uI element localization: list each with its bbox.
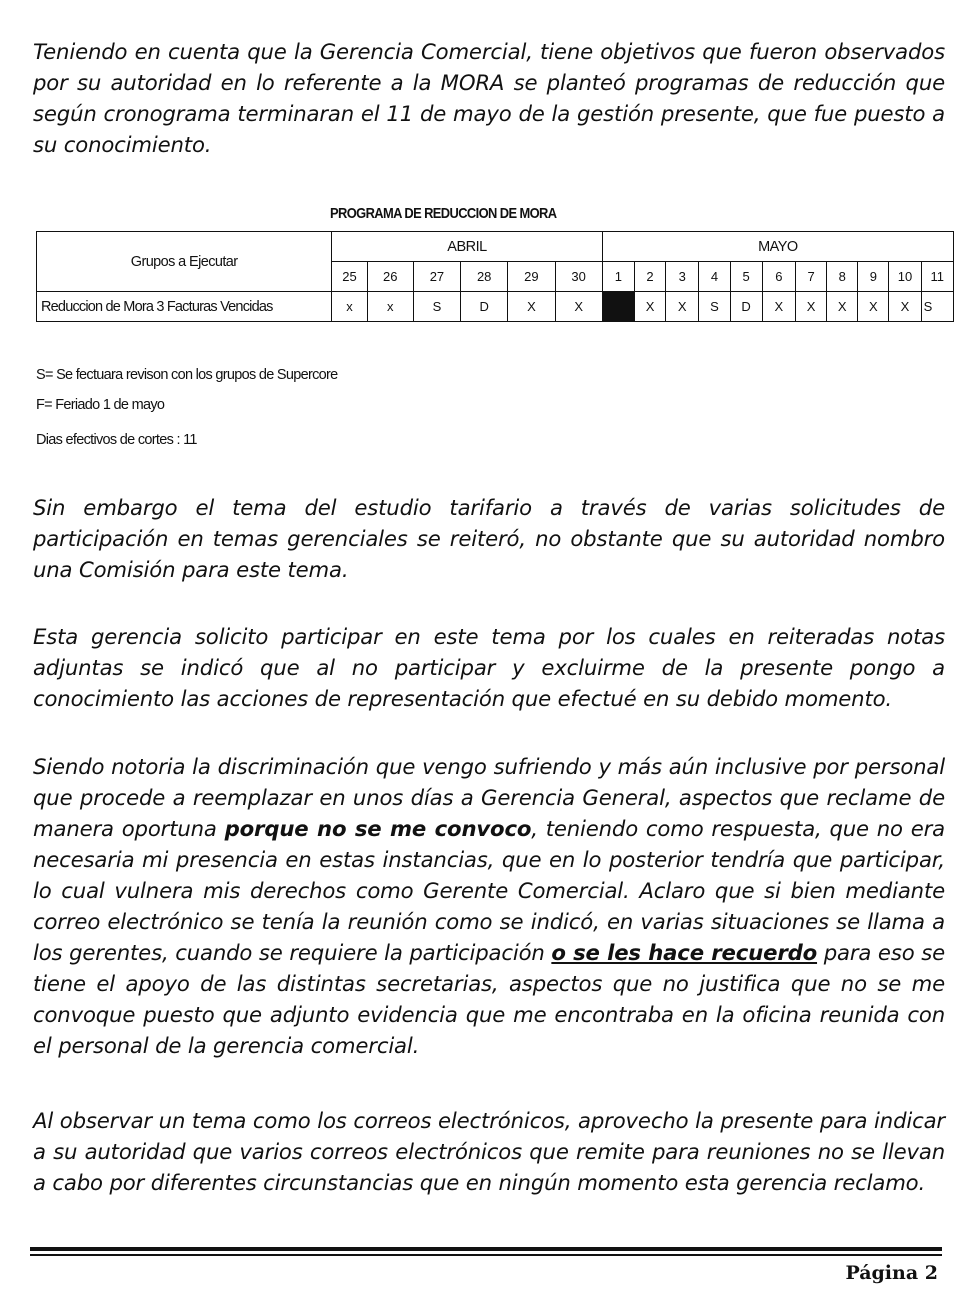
value-cell: S bbox=[699, 292, 730, 322]
day-cell: 1 bbox=[602, 262, 634, 292]
paragraph-intro: Teniendo en cuenta que la Gerencia Comercial, tiene objetivos que fueron observados por su autoridad en lo referente a la MORA se planteó programas de reducción que según cronograma terminaran el 11 de mayo de la gestión presente, que fue puesto a su conocimiento. bbox=[33, 39, 945, 157]
day-cell: 10 bbox=[889, 262, 921, 292]
p4-bold-text: porque no se me convoco bbox=[224, 816, 532, 841]
value-cell: D bbox=[730, 292, 762, 322]
day-cell: 26 bbox=[367, 262, 413, 292]
value-cell: X bbox=[827, 292, 858, 322]
schedule-table bbox=[36, 231, 954, 322]
value-cell: X bbox=[889, 292, 921, 322]
day-cell: 4 bbox=[699, 262, 730, 292]
value-cell: S bbox=[921, 292, 953, 322]
row-label: Reduccion de Mora 3 Facturas Vencidas bbox=[37, 292, 332, 322]
value-cell: X bbox=[555, 292, 602, 322]
p4-underlined-text: o se les hace recuerdo bbox=[551, 940, 818, 965]
day-cell: 29 bbox=[508, 262, 555, 292]
day-cell: 3 bbox=[666, 262, 699, 292]
schedule-title: PROGRAMA DE REDUCCION DE MORA bbox=[330, 205, 557, 222]
day-cell: 8 bbox=[827, 262, 858, 292]
value-cell: x bbox=[332, 292, 367, 322]
page-number: Página 2 bbox=[845, 1262, 938, 1284]
paragraph-discrimination bbox=[33, 751, 945, 1061]
day-cell: 11 bbox=[921, 262, 953, 292]
month-april: ABRIL bbox=[332, 232, 603, 262]
legend-effective-days: Dias efectivos de cortes : 11 bbox=[36, 432, 197, 448]
value-cell: X bbox=[508, 292, 555, 322]
legend-holiday: F= Feriado 1 de mayo bbox=[36, 397, 165, 413]
paragraph-tariff-study: Sin embargo el tema del estudio tarifario a través de varias solicitudes de participación en temas gerenciales se reiteró, no obstante que su autoridad nombro una Comisión para este tema. bbox=[33, 495, 945, 582]
p4-text-b: , teniendo como respuesta, que no era necesaria mi presencia en estas instancias, que en lo posterior tendría que participar, lo cual vulnera mis derechos como Gerente Comercial. Aclaro que si bien mediante correo electrónico se tenía la reunión como se indicó, en varias situaciones se llama a los gerentes, cuando se requiere la participación bbox=[33, 816, 945, 965]
value-cell: D bbox=[461, 292, 508, 322]
day-cell: 6 bbox=[762, 262, 795, 292]
month-may: MAYO bbox=[602, 232, 953, 262]
day-cell: 2 bbox=[634, 262, 665, 292]
value-cell: X bbox=[796, 292, 827, 322]
p4-text-c: para eso se tiene el apoyo de las distintas secretarias, aspectos que no justifica que no se me convoque puesto que adjunto evidencia que me encontraba en la oficina reunida con el personal de la gerencia comercial. bbox=[33, 940, 945, 1058]
day-cell: 5 bbox=[730, 262, 762, 292]
p4-text-a: Siendo notoria la discriminación que vengo sufriendo y más aún inclusive por personal que procede a reemplazar en unos días a Gerencia General, aspectos que reclame de manera oportuna bbox=[33, 754, 945, 841]
value-cell: X bbox=[634, 292, 665, 322]
legend-supercore: S= Se fectuara revison con los grupos de Supercore bbox=[36, 367, 338, 383]
holiday-cell bbox=[602, 292, 634, 322]
value-cell: x bbox=[367, 292, 413, 322]
group-header: Grupos a Ejecutar bbox=[37, 232, 332, 292]
day-cell: 9 bbox=[858, 262, 889, 292]
paragraph-participation: Esta gerencia solicito participar en este tema por los cuales en reiteradas notas adjuntas se indicó que al no participar y excluirme de la presente pongo a conocimiento las acciones de representación que efectué en su debido momento. bbox=[33, 624, 945, 711]
day-cell: 28 bbox=[461, 262, 508, 292]
value-cell: S bbox=[413, 292, 460, 322]
value-cell: X bbox=[762, 292, 795, 322]
day-cell: 30 bbox=[555, 262, 602, 292]
day-cell: 27 bbox=[413, 262, 460, 292]
day-cell: 25 bbox=[332, 262, 367, 292]
paragraph-emails: Al observar un tema como los correos electrónicos, aprovecho la presente para indicar a su autoridad que varios correos electrónicos que remite para reuniones no se llevan a cabo por diferentes circunstancias que en ningún momento esta gerencia reclamo. bbox=[33, 1108, 945, 1195]
footer-rule-thick bbox=[30, 1247, 942, 1251]
footer-rule-thin bbox=[30, 1254, 942, 1256]
day-cell: 7 bbox=[796, 262, 827, 292]
value-cell: X bbox=[858, 292, 889, 322]
value-cell: X bbox=[666, 292, 699, 322]
